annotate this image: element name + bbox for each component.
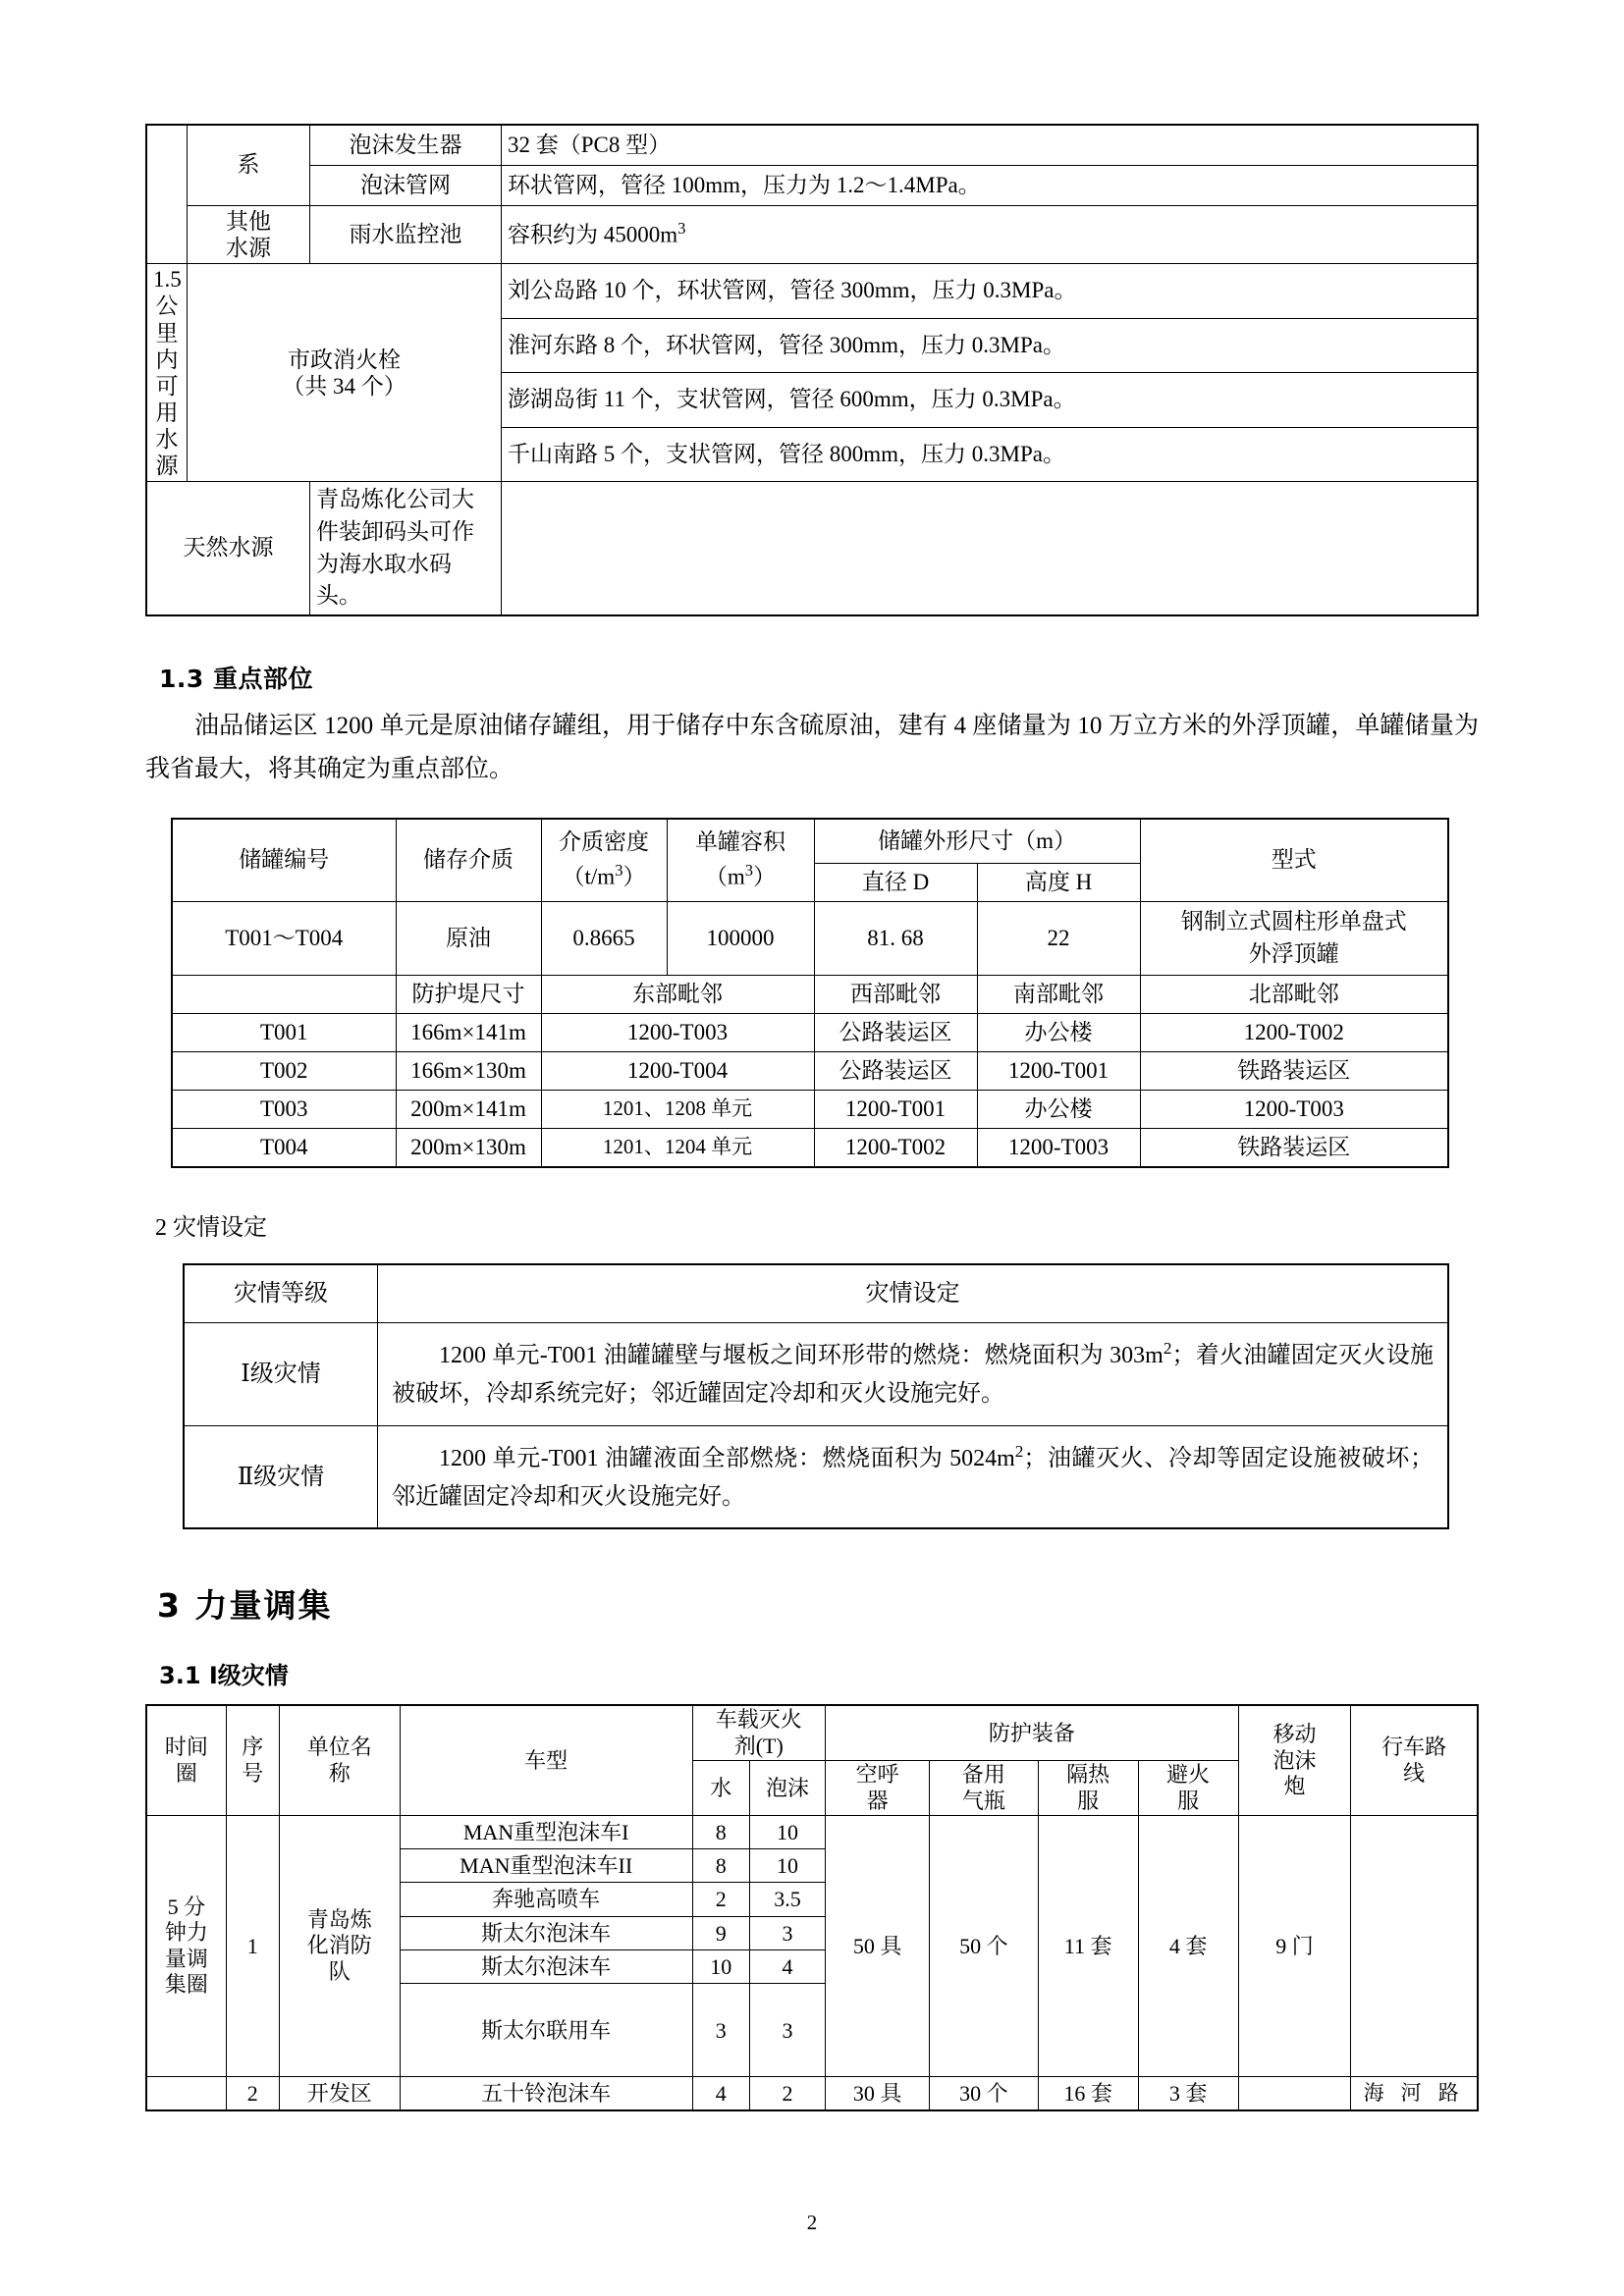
disaster-setting-1-part-b: ；着火油罐固定灭火设施被破坏，冷却系统完好；邻近罐固定冷却和灭火设施完好。	[392, 1342, 1434, 1407]
height-header: 高度 H	[977, 863, 1140, 901]
vehicle-foam: 3	[749, 1916, 825, 1949]
seq-value: 2	[226, 2077, 279, 2111]
water-header: 水	[692, 1761, 749, 1816]
tank-no-header: 储罐编号	[172, 819, 396, 902]
force-dispatch-table	[145, 1704, 1479, 2111]
scba-header: 空呼 器	[825, 1761, 929, 1816]
tank-row-label: T001	[172, 1013, 396, 1051]
route-header: 行车路 线	[1351, 1705, 1478, 1815]
tank-no-value: T001～T004	[172, 901, 396, 975]
section-1-3-heading: 1.3 重点部位	[159, 664, 313, 693]
natural-water-label: 天然水源	[146, 482, 310, 615]
tank-row-west: 1200-T001	[814, 1090, 977, 1128]
disaster-level-1: Ⅰ级灾情	[184, 1322, 378, 1425]
section-3-1-heading: 3.1 Ⅰ级灾情	[159, 1662, 289, 1690]
tank-row-north: 铁路装运区	[1140, 1051, 1448, 1090]
tank-row-dike: 166m×130m	[396, 1051, 541, 1090]
vehicle-water: 8	[692, 1849, 749, 1883]
rain-pool-value-text: 容积约为 45000m	[508, 223, 678, 248]
north-neighbor-header: 北部毗邻	[1140, 975, 1448, 1013]
table-row	[146, 1705, 1478, 1760]
fire-suit-value: 4 套	[1138, 1816, 1238, 2077]
fire-suit-header: 避火 服	[1138, 1761, 1238, 1816]
neighbor-blank-header	[172, 975, 396, 1013]
scba-value: 50 具	[825, 1816, 929, 2077]
vehicle-water: 4	[692, 2077, 749, 2111]
hydrant-row-penghudao: 澎湖岛街 11 个，支状管网，管径 600mm，压力 0.3MPa。	[502, 373, 1479, 428]
foam-pipe-value: 环状管网，管径 100mm，压力为 1.2～1.4MPa。	[502, 166, 1479, 206]
vehicle-type-header: 车型	[400, 1705, 692, 1815]
tank-row-west: 公路装运区	[814, 1051, 977, 1090]
vehicle-foam: 10	[749, 1816, 825, 1849]
tank-row-dike: 200m×141m	[396, 1090, 541, 1128]
capacity-header-sup: 3	[744, 861, 754, 881]
disaster-setting-1-sup: 2	[1163, 1338, 1172, 1358]
tank-row-east: 1200-T003	[541, 1013, 814, 1051]
table-row	[146, 1816, 1478, 1849]
tank-row-north: 铁路装运区	[1140, 1128, 1448, 1167]
route-value: 海 河 路	[1351, 2077, 1478, 2111]
density-header	[541, 819, 667, 902]
unit-name-value: 青岛炼 化消防 队	[279, 1816, 400, 2077]
mobile-foam-monitor-header: 移动 泡沫 炮	[1238, 1705, 1351, 1815]
diameter-value: 81. 68	[814, 901, 977, 975]
table-row	[146, 206, 1478, 264]
west-neighbor-header: 西部毗邻	[814, 975, 977, 1013]
vehicle-foam: 2	[749, 2077, 825, 2111]
spare-cylinder-value: 30 个	[930, 2077, 1038, 2111]
table-row	[172, 1013, 1448, 1051]
tank-row-east: 1200-T004	[541, 1051, 814, 1090]
table-row	[172, 1128, 1448, 1167]
disaster-setting-2	[378, 1425, 1449, 1528]
time-ring-value-empty	[146, 2077, 226, 2111]
tank-row-south: 1200-T001	[977, 1051, 1140, 1090]
tank-row-north: 1200-T002	[1140, 1013, 1448, 1051]
municipal-hydrant-label: 市政消火栓 （共 34 个）	[188, 264, 502, 482]
disaster-level-2: Ⅱ级灾情	[184, 1425, 378, 1528]
capacity-header-line1: 单罐容积	[695, 829, 785, 855]
table-row	[146, 2077, 1478, 2111]
vehicle-water: 3	[692, 1984, 749, 2077]
rain-pool-label: 雨水监控池	[310, 206, 502, 264]
heat-suit-value: 16 套	[1038, 2077, 1138, 2111]
natural-water-value: 青岛炼化公司大件装卸码头可作为海水取水码头。	[310, 482, 502, 615]
water-outer-blank-cell	[146, 125, 188, 264]
medium-header: 储存介质	[396, 819, 541, 902]
table-row	[172, 975, 1448, 1013]
seq-header: 序 号	[226, 1705, 279, 1815]
disaster-setting-2-part-a: 1200 单元-T001 油罐液面全部燃烧：燃烧面积为 5024m	[439, 1445, 1015, 1471]
density-header-sup: 3	[615, 861, 623, 881]
diameter-header: 直径 D	[814, 863, 977, 901]
tank-row-south: 办公楼	[977, 1013, 1140, 1051]
height-value: 22	[977, 901, 1140, 975]
spare-cylinder-header: 备用 气瓶	[930, 1761, 1038, 1816]
within-1-5km-label: 1.5 公里内 可用水源	[146, 264, 188, 482]
onboard-agent-header	[692, 1705, 825, 1760]
tank-row-west: 1200-T002	[814, 1128, 977, 1167]
unit-name-value: 开发区	[279, 2077, 400, 2111]
other-water-label: 其他 水源	[188, 206, 310, 264]
tank-row-label: T002	[172, 1051, 396, 1090]
table-row	[184, 1425, 1448, 1528]
tank-type-line2: 外浮顶罐	[1248, 940, 1339, 966]
south-neighbor-header: 南部毗邻	[977, 975, 1140, 1013]
heat-suit-value: 11 套	[1038, 1816, 1138, 2077]
tank-table	[171, 818, 1449, 1168]
spare-cylinder-value: 50 个	[930, 1816, 1038, 2077]
tank-row-dike: 200m×130m	[396, 1128, 541, 1167]
rain-pool-value-sup: 3	[677, 219, 686, 239]
foam-generator-label: 泡沫发生器	[310, 125, 502, 166]
tank-row-south: 1200-T003	[977, 1128, 1140, 1167]
seq-value: 1	[226, 1816, 279, 2077]
capacity-value: 100000	[667, 901, 814, 975]
time-ring-value: 5 分 钟力 量调 集圈	[146, 1816, 226, 2077]
vehicle-foam: 10	[749, 1849, 825, 1883]
medium-value: 原油	[396, 901, 541, 975]
table-row	[172, 901, 1448, 975]
density-value: 0.8665	[541, 901, 667, 975]
vehicle-water: 2	[692, 1883, 749, 1916]
section-3-heading: 3 力量调集	[157, 1586, 333, 1626]
table-row	[146, 166, 1478, 206]
vehicle-name: 五十铃泡沫车	[400, 2077, 692, 2111]
route-value	[1351, 1816, 1478, 2077]
mobile-foam-monitor-value: 9 门	[1238, 1816, 1351, 2077]
section-2-label: 2 灾情设定	[155, 1214, 267, 1241]
table-row	[146, 482, 1478, 615]
capacity-header	[667, 819, 814, 902]
vehicle-foam: 3.5	[749, 1883, 825, 1916]
density-header-line1: 介质密度	[559, 829, 649, 855]
table-row	[184, 1322, 1448, 1425]
capacity-header-line2: （m	[704, 864, 745, 889]
tank-row-east: 1201、1204 单元	[541, 1128, 814, 1167]
hydrant-row-huaihedong: 淮河东路 8 个，环状管网，管径 300mm，压力 0.3MPa。	[502, 318, 1479, 373]
dike-header: 防护堤尺寸	[396, 975, 541, 1013]
section-1-3-paragraph: 油品储运区 1200 单元是原油储存罐组，用于储存中东含硫原油，建有 4 座储量为 10 万立方米的外浮顶罐，单罐储量为我省最大，将其确定为重点部位。	[145, 712, 1479, 783]
east-neighbor-header: 东部毗邻	[541, 975, 814, 1013]
vehicle-water: 9	[692, 1916, 749, 1949]
water-source-table	[145, 124, 1479, 616]
disaster-level-header: 灾情等级	[184, 1264, 378, 1323]
unit-name-header: 单位名 称	[279, 1705, 400, 1815]
vehicle-name: 斯太尔联用车	[400, 1984, 692, 2077]
table-row	[172, 1090, 1448, 1128]
vehicle-name: 斯太尔泡沫车	[400, 1949, 692, 1983]
tank-row-north: 1200-T003	[1140, 1090, 1448, 1128]
tank-row-west: 公路装运区	[814, 1013, 977, 1051]
time-ring-header: 时间 圈	[146, 1705, 226, 1815]
foam-generator-value: 32 套（PC8 型）	[502, 125, 1479, 166]
vehicle-name: 斯太尔泡沫车	[400, 1916, 692, 1949]
tank-row-east: 1201、1208 单元	[541, 1090, 814, 1128]
capacity-header-line2b: ）	[753, 864, 777, 889]
rain-pool-value	[502, 206, 1479, 264]
density-header-line2b: ）	[623, 864, 646, 889]
table-row	[146, 264, 1478, 319]
tank-row-label: T003	[172, 1090, 396, 1128]
disaster-setting-header: 灾情设定	[378, 1264, 1449, 1323]
table-row	[172, 1051, 1448, 1090]
ppe-group-header: 防护装备	[825, 1705, 1238, 1760]
mobile-foam-monitor-value	[1238, 2077, 1351, 2111]
disaster-setting-2-part-b: ；油罐灭火、冷却等固定设施被破坏；邻近罐固定冷却和灭火设施完好。	[392, 1445, 1435, 1510]
scba-value: 30 具	[825, 2077, 929, 2111]
foam-pipe-label: 泡沫管网	[310, 166, 502, 206]
page-number: 2	[806, 2211, 818, 2234]
tank-row-dike: 166m×141m	[396, 1013, 541, 1051]
density-header-line2: （t/m	[562, 864, 616, 889]
tank-row-south: 办公楼	[977, 1090, 1140, 1128]
disaster-table	[183, 1263, 1449, 1530]
disaster-setting-2-sup: 2	[1014, 1441, 1024, 1461]
vehicle-name: MAN重型泡沫车I	[400, 1816, 692, 1849]
tank-row-label: T004	[172, 1128, 396, 1167]
vehicle-foam: 4	[749, 1949, 825, 1983]
vehicle-name: 奔驰高喷车	[400, 1883, 692, 1916]
tank-type-line1: 钢制立式圆柱形单盘式	[1180, 909, 1407, 934]
table-row	[172, 819, 1448, 864]
fire-suit-value: 3 套	[1138, 2077, 1238, 2111]
disaster-setting-1-part-a: 1200 单元-T001 油罐罐壁与堰板之间环形带的燃烧：燃烧面积为 303m	[439, 1342, 1164, 1368]
heat-suit-header: 隔热 服	[1038, 1761, 1138, 1816]
vehicle-name: MAN重型泡沫车II	[400, 1849, 692, 1883]
foam-header: 泡沫	[749, 1761, 825, 1816]
table-row	[184, 1264, 1448, 1323]
tank-type-value	[1140, 901, 1448, 975]
tank-type-header: 型式	[1140, 819, 1448, 902]
hydrant-row-qianshannan: 千山南路 5 个，支状管网，管径 800mm，压力 0.3MPa。	[502, 427, 1479, 482]
hydrant-row-liugongdao: 刘公岛路 10 个，环状管网，管径 300mm，压力 0.3MPa。	[502, 264, 1479, 319]
disaster-setting-1	[378, 1322, 1449, 1425]
water-system-label: 系	[188, 125, 310, 206]
vehicle-foam: 3	[749, 1984, 825, 2077]
vehicle-water: 8	[692, 1816, 749, 1849]
onboard-agent-header-line1: 车载灭火	[715, 1707, 802, 1733]
dimensions-group-header: 储罐外形尺寸（m）	[814, 819, 1140, 864]
onboard-agent-header-line2: 剂(T)	[733, 1733, 784, 1758]
table-row	[146, 125, 1478, 166]
vehicle-water: 10	[692, 1949, 749, 1983]
